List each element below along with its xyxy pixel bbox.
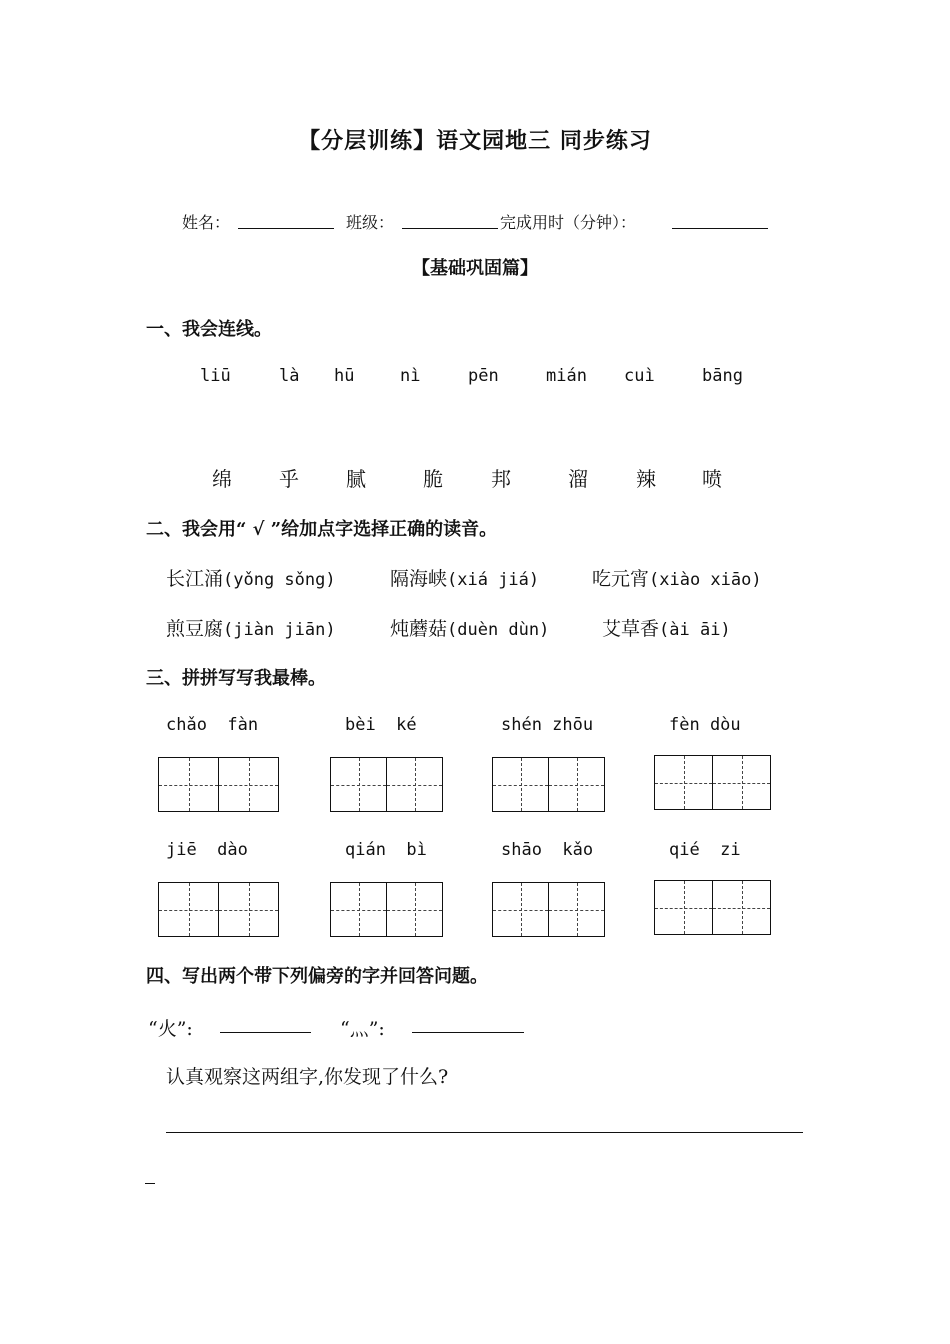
q3-pinyin: jiē dào bbox=[166, 840, 248, 860]
q1-pinyin: mián bbox=[546, 366, 587, 386]
q2-heading: 二、我会用“ √ ”给加点字选择正确的读音。 bbox=[146, 519, 498, 540]
q1-char: 辣 bbox=[636, 467, 656, 491]
q1-pinyin: cuì bbox=[624, 366, 655, 386]
class-label: 班级： bbox=[346, 213, 395, 232]
q1-heading: 一、我会连线。 bbox=[146, 319, 272, 340]
time-label: 完成用时（分钟）： bbox=[500, 213, 637, 232]
q1-pinyin: liū bbox=[200, 366, 231, 386]
q1-pinyin: bāng bbox=[702, 366, 743, 386]
page-title: 【分层训练】语文园地三 同步练习 bbox=[298, 128, 652, 154]
writing-grid[interactable] bbox=[654, 755, 771, 810]
q2-item: 炖蘑菇(duèn dùn) bbox=[390, 618, 550, 640]
q1-pinyin: pēn bbox=[468, 366, 499, 386]
radical-fire-label: “火”: bbox=[148, 1018, 193, 1040]
q1-char: 绵 bbox=[212, 467, 232, 491]
q3-pinyin: qián bì bbox=[345, 840, 427, 860]
writing-grid[interactable] bbox=[492, 757, 605, 812]
q2-item: 隔海峡(xiá jiá) bbox=[390, 568, 540, 590]
q1-char: 喷 bbox=[702, 467, 722, 491]
q1-char: 腻 bbox=[346, 467, 366, 491]
q3-pinyin: shén zhōu bbox=[501, 715, 594, 735]
q4-question: 认真观察这两组字,你发现了什么? bbox=[166, 1066, 449, 1088]
answer-line[interactable] bbox=[166, 1132, 803, 1133]
q2-item: 煎豆腐(jiàn jiān) bbox=[166, 618, 336, 640]
q2-item: 长江涌(yǒng sǒng) bbox=[166, 568, 336, 590]
writing-grid[interactable] bbox=[158, 757, 279, 812]
q1-char: 乎 bbox=[279, 467, 299, 491]
radical-dots-label: “灬”: bbox=[340, 1018, 385, 1040]
writing-grid[interactable] bbox=[330, 882, 443, 937]
q1-pinyin: nì bbox=[400, 366, 421, 386]
q2-item: 艾草香(ài āi) bbox=[602, 618, 731, 640]
q3-pinyin: shāo kǎo bbox=[501, 840, 594, 860]
writing-grid[interactable] bbox=[492, 882, 605, 937]
q4-heading: 四、写出两个带下列偏旁的字并回答问题。 bbox=[146, 966, 488, 987]
class-blank[interactable] bbox=[402, 212, 498, 229]
writing-grid[interactable] bbox=[654, 880, 771, 935]
q1-char: 溜 bbox=[568, 467, 588, 491]
writing-grid[interactable] bbox=[158, 882, 279, 937]
q3-heading: 三、拼拼写写我最棒。 bbox=[146, 668, 326, 689]
q1-pinyin: hū bbox=[334, 366, 355, 386]
q3-pinyin: chǎo fàn bbox=[166, 715, 259, 735]
radical-dots-blank[interactable] bbox=[412, 1016, 524, 1033]
stray-mark bbox=[145, 1183, 155, 1184]
q3-pinyin: bèi ké bbox=[345, 715, 417, 735]
q3-pinyin: fèn dòu bbox=[669, 715, 741, 735]
q3-pinyin: qié zi bbox=[669, 840, 741, 860]
section-tag: 【基础巩固篇】 bbox=[412, 258, 538, 279]
q1-char: 邦 bbox=[491, 467, 511, 491]
name-blank[interactable] bbox=[238, 212, 334, 229]
q2-item: 吃元宵(xiào xiāo) bbox=[592, 568, 762, 590]
time-blank[interactable] bbox=[672, 212, 768, 229]
writing-grid[interactable] bbox=[330, 757, 443, 812]
q1-pinyin: là bbox=[279, 366, 300, 386]
radical-fire-blank[interactable] bbox=[220, 1016, 311, 1033]
q1-char: 脆 bbox=[423, 467, 443, 491]
name-label: 姓名： bbox=[182, 213, 231, 232]
